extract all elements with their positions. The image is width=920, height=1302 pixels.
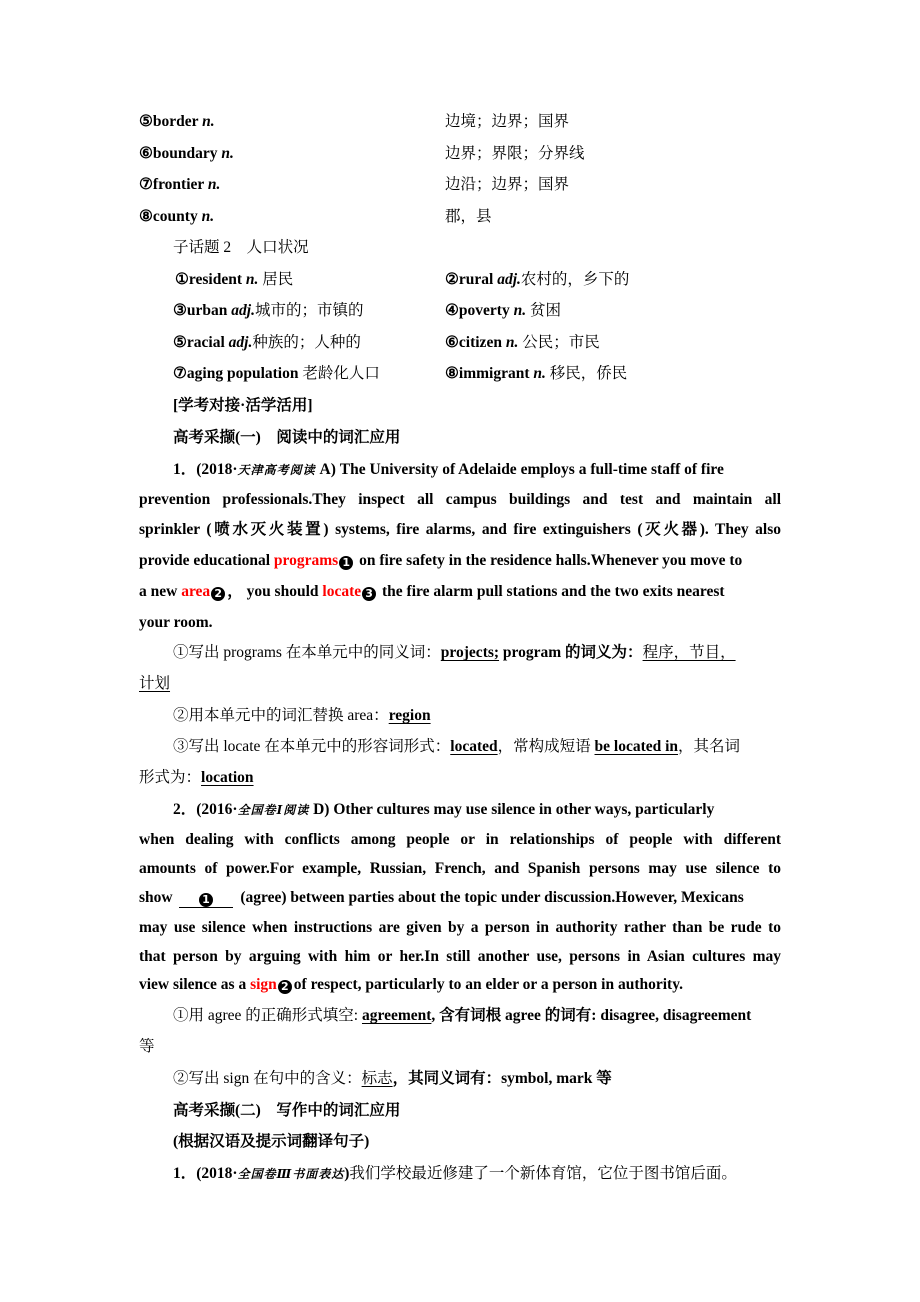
passage-text: view silence as a bbox=[139, 976, 251, 993]
answer-prompt: ②写出 sign 在句中的含义： bbox=[173, 1070, 362, 1087]
item-marker: ⑤ bbox=[173, 334, 187, 351]
answer-prompt: ，常构成短语 bbox=[497, 738, 595, 755]
answer-prompt: ③写出 locate 在本单元中的形容词形式： bbox=[173, 738, 451, 755]
vocab-word: rural bbox=[458, 271, 494, 288]
vocab-word: urban bbox=[186, 302, 228, 319]
q1-answer-1 bbox=[139, 643, 815, 663]
item-marker: ② bbox=[445, 271, 459, 288]
answer-prompt: program 的词义为： bbox=[499, 644, 643, 661]
vocab-item bbox=[445, 270, 629, 290]
question-number: 1． bbox=[173, 461, 197, 478]
item-marker: ⑦ bbox=[139, 176, 153, 193]
source-tail: A) bbox=[315, 461, 336, 478]
item-marker: ⑥ bbox=[139, 145, 153, 162]
q1-answer-2 bbox=[139, 706, 815, 726]
passage-text: a new bbox=[139, 583, 182, 600]
vocab-item bbox=[139, 271, 293, 288]
q2-line-6: that person by arguing with him or her.In still another use, persons in Asian cultures may bbox=[139, 948, 781, 965]
q1-line-2: prevention professionals.They inspect all campus buildings and test and maintain all bbox=[139, 491, 781, 508]
source-tail: D) bbox=[309, 801, 330, 818]
source-year: (2016· bbox=[196, 801, 238, 818]
keyword-programs: programs bbox=[273, 552, 339, 569]
source-tail: ) bbox=[344, 1165, 350, 1182]
source-year: (2018· bbox=[196, 1165, 238, 1182]
marker-2-icon: 2 bbox=[211, 587, 225, 601]
vocab-item bbox=[139, 207, 781, 227]
part-of-speech: n. bbox=[513, 302, 527, 319]
vocab-word: racial bbox=[186, 334, 225, 351]
q1-answer-3 bbox=[139, 737, 815, 757]
vocab-meaning: 居民 bbox=[262, 271, 294, 288]
writing-q1 bbox=[139, 1164, 815, 1184]
vocab-item bbox=[445, 301, 561, 321]
vocab-word: boundary bbox=[152, 145, 218, 162]
vocab-meaning: 公民；市民 bbox=[522, 334, 600, 351]
part-of-speech: n. bbox=[201, 208, 215, 225]
answer-prompt: ，其名词 bbox=[678, 738, 741, 755]
vocab-meaning: 边界；界限；分界线 bbox=[445, 145, 585, 162]
source-name: 全国卷Ⅲ书面表达 bbox=[237, 1167, 345, 1181]
answer-prompt: ①写出 programs 在本单元中的同义词： bbox=[173, 644, 441, 661]
vocab-meaning: 农村的，乡下的 bbox=[520, 271, 630, 288]
part-of-speech: n. bbox=[505, 334, 519, 351]
q1-line-4 bbox=[139, 551, 781, 571]
item-marker: ④ bbox=[445, 302, 459, 319]
vocab-meaning: 贫困 bbox=[529, 302, 561, 319]
vocab-item bbox=[445, 333, 600, 353]
part-of-speech: n. bbox=[245, 271, 259, 288]
q2-line-1 bbox=[139, 800, 815, 820]
passage-text: of respect, particularly to an elder or a person in authority. bbox=[293, 976, 683, 993]
vocab-word: poverty bbox=[458, 302, 510, 319]
passage-text: The University of Adelaide employs a full-time staff of fire bbox=[335, 461, 724, 478]
keyword-sign: sign bbox=[250, 976, 277, 993]
vocab-meaning: 城市的；市镇的 bbox=[254, 302, 364, 319]
vocab-item bbox=[139, 334, 361, 351]
answer-value: located bbox=[450, 738, 498, 755]
q1-answer-3-cont bbox=[139, 768, 781, 788]
answer-prompt: ①用 agree 的正确形式填空: bbox=[173, 1007, 362, 1024]
q1-answer-1-cont bbox=[139, 674, 781, 694]
question-number: 1． bbox=[173, 1165, 197, 1182]
vocab-word: aging population bbox=[186, 365, 299, 382]
vocab-item bbox=[139, 112, 781, 132]
q1-line-6: your room. bbox=[139, 614, 213, 631]
answer-value: location bbox=[201, 769, 254, 786]
part-of-speech: n. bbox=[202, 113, 215, 130]
vocab-row bbox=[139, 270, 781, 290]
answer-value: be located in bbox=[594, 738, 679, 755]
vocab-meaning: 郡，县 bbox=[445, 208, 492, 225]
part-of-speech: adj. bbox=[231, 302, 255, 319]
vocab-meaning: 边境；边界；国界 bbox=[445, 113, 570, 130]
vocab-word: county bbox=[152, 208, 198, 225]
passage-text: (agree) between parties about the topic under discussion.However, Mexicans bbox=[236, 889, 744, 906]
vocab-row bbox=[139, 364, 781, 384]
vocab-item bbox=[139, 302, 363, 319]
q1-line-1 bbox=[139, 460, 815, 480]
marker-3-icon: 3 bbox=[362, 587, 376, 601]
item-marker: ⑥ bbox=[445, 334, 459, 351]
vocab-meaning: 老龄化人口 bbox=[302, 365, 380, 382]
vocab-word: immigrant bbox=[458, 365, 530, 382]
vocab-meaning: 移民，侨民 bbox=[549, 365, 628, 382]
vocab-word: border bbox=[152, 113, 199, 130]
q2-line-5: may use silence when instructions are given by a person in authority rather than be rude to bbox=[139, 919, 781, 936]
answer-prompt: , 含有词根 agree 的词有: disagree, disagreement bbox=[431, 1007, 752, 1024]
passage-text: Other cultures may use silence in other ways, particularly bbox=[329, 801, 715, 818]
writing-heading: 高考采撷(二) 写作中的词汇应用 bbox=[173, 1102, 401, 1119]
item-marker: ⑤ bbox=[139, 113, 153, 130]
answer-value: 计划 bbox=[139, 675, 171, 692]
vocab-row bbox=[139, 301, 781, 321]
answer-value: agreement bbox=[361, 1007, 432, 1024]
vocab-word: resident bbox=[188, 271, 243, 288]
vocab-item bbox=[139, 144, 781, 164]
item-marker: ⑦ bbox=[173, 365, 187, 382]
keyword-locate: locate bbox=[322, 583, 362, 600]
q2-line-7 bbox=[139, 975, 781, 995]
source-year: (2018· bbox=[196, 461, 238, 478]
vocab-word: citizen bbox=[458, 334, 502, 351]
source-name: 全国卷Ⅰ阅读 bbox=[237, 803, 310, 817]
part-of-speech: n. bbox=[207, 176, 221, 193]
vocab-item bbox=[445, 364, 627, 384]
passage-text: on fire safety in the residence halls.Whenever you move to bbox=[355, 552, 743, 569]
reading-heading: 高考采撷(一) 阅读中的词汇应用 bbox=[173, 429, 401, 446]
q2-answer-2 bbox=[139, 1069, 815, 1089]
q2-line-2: when dealing with conflicts among people or in relationships of people with different bbox=[139, 831, 781, 848]
source-name: 天津高考阅读 bbox=[237, 463, 316, 477]
item-marker: ⑧ bbox=[139, 208, 153, 225]
vocab-meaning: 种族的；人种的 bbox=[252, 334, 361, 351]
item-marker: ⑧ bbox=[445, 365, 459, 382]
passage-text: provide educational bbox=[139, 552, 274, 569]
vocab-meaning: 边沿；边界；国界 bbox=[445, 176, 570, 193]
part-of-speech: n. bbox=[221, 145, 234, 162]
item-marker: ③ bbox=[173, 302, 187, 319]
answer-value: 程序，节目， bbox=[642, 644, 736, 661]
q2-answer-1-cont: 等 bbox=[139, 1038, 155, 1055]
part-of-speech: adj. bbox=[228, 334, 253, 351]
keyword-area: area bbox=[181, 583, 211, 600]
fill-blank-1[interactable] bbox=[179, 890, 233, 908]
part-of-speech: adj. bbox=[497, 271, 521, 288]
answer-value: region bbox=[388, 707, 431, 724]
vocab-item bbox=[139, 175, 781, 195]
answer-value: 标志 bbox=[361, 1070, 393, 1087]
q2-line-3: amounts of power.For example, Russian, French, and Spanish persons may use silence to bbox=[139, 860, 781, 877]
subtopic-heading: 子话题 2 人口状况 bbox=[173, 239, 309, 256]
q2-line-4 bbox=[139, 888, 781, 908]
item-marker: ① bbox=[175, 271, 189, 288]
passage-text: show bbox=[139, 889, 177, 906]
vocab-row bbox=[139, 333, 781, 353]
answer-prompt: 形式为： bbox=[139, 769, 202, 786]
q1-line-3: sprinkler (喷水灭火装置) systems, fire alarms, and fire extinguishers (灭火器). They also bbox=[139, 521, 781, 538]
answer-value: projects; bbox=[440, 644, 500, 661]
q1-line-5 bbox=[139, 582, 781, 602]
vocab-item bbox=[139, 365, 380, 382]
marker-2-icon: 2 bbox=[278, 980, 292, 994]
question-number: 2． bbox=[173, 801, 197, 818]
writing-instruction: (根据汉语及提示词翻译句子) bbox=[173, 1133, 370, 1150]
part-of-speech: n. bbox=[533, 365, 546, 382]
marker-1-icon: 1 bbox=[339, 556, 353, 570]
passage-text: the fire alarm pull stations and the two exits nearest bbox=[378, 583, 725, 600]
answer-prompt: ②用本单元中的词汇替换 area： bbox=[173, 707, 389, 724]
marker-1-icon: 1 bbox=[199, 893, 213, 907]
answer-prompt: ，其同义词有：symbol, mark 等 bbox=[392, 1070, 612, 1087]
section-heading: [学考对接·活学活用] bbox=[173, 397, 313, 414]
question-text: 我们学校最近修建了一个新体育馆，它位于图书馆后面。 bbox=[349, 1165, 737, 1182]
vocab-word: frontier bbox=[152, 176, 204, 193]
passage-text: ， you should bbox=[227, 583, 323, 600]
q2-answer-1 bbox=[139, 1006, 815, 1026]
